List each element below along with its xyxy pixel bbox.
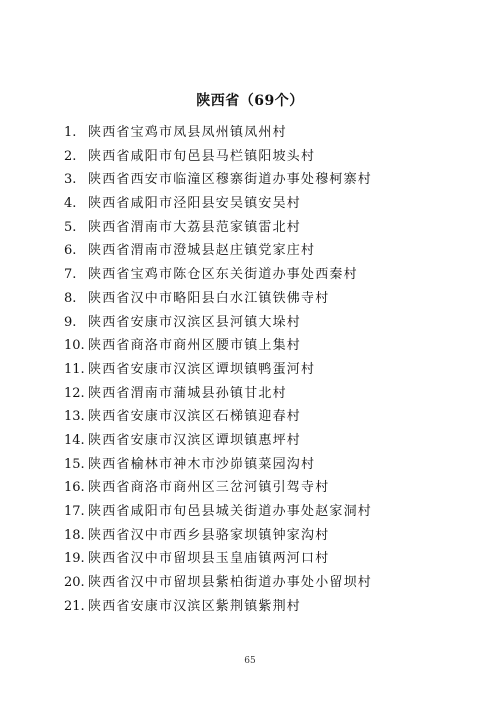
list-item — [64, 334, 372, 358]
list-item-number: 12. — [64, 385, 85, 401]
list-item — [64, 168, 372, 192]
list-item — [64, 500, 372, 524]
list-item-number: 5. — [64, 219, 77, 235]
village-list — [64, 121, 372, 618]
page-title: 陕西省（69个） — [196, 93, 304, 109]
list-item-number: 18. — [64, 527, 85, 543]
list-item-text: 陕西省宝鸡市凤县凤州镇凤州村 — [88, 125, 287, 140]
list-item — [64, 311, 372, 335]
list-item-text: 陕西省宝鸡市陈仓区东关街道办事处西秦村 — [88, 267, 358, 283]
list-item-text: 陕西省安康市汉滨区县河镇大垛村 — [88, 314, 302, 330]
list-item — [64, 595, 372, 619]
list-item-text: 陕西省商洛市商州区腰市镇上集村 — [88, 338, 302, 354]
list-item — [64, 571, 372, 595]
list-item-text: 陕西省商洛市商州区三岔河镇引驾寺村 — [88, 480, 330, 496]
list-item-number: 4. — [64, 196, 77, 212]
list-item — [64, 405, 372, 429]
page-number: 65 — [244, 656, 256, 666]
list-item-text: 陕西省汉中市留坝县玉皇庙镇两河口村 — [88, 551, 330, 567]
list-item-text: 陕西省渭南市蒲城县孙镇甘北村 — [88, 385, 287, 401]
list-item — [64, 145, 372, 169]
list-item — [64, 287, 372, 311]
list-item-number: 21. — [64, 598, 85, 614]
list-item-number: 14. — [64, 432, 85, 448]
list-item-number: 1. — [64, 125, 77, 140]
list-item-number: 8. — [64, 290, 77, 306]
list-item-number: 3. — [64, 172, 77, 188]
list-item — [64, 547, 372, 571]
list-item-number: 17. — [64, 504, 85, 519]
list-item — [64, 524, 372, 548]
list-item — [64, 239, 372, 263]
list-item-text: 陕西省汉中市留坝县紫柏街道办事处小留坝村 — [88, 575, 373, 591]
list-item-text: 陕西省渭南市大荔县范家镇雷北村 — [88, 219, 302, 235]
list-item-text: 陕西省榆林市神木市沙峁镇菜园沟村 — [88, 456, 316, 472]
list-item — [64, 263, 372, 287]
list-item-number: 6. — [64, 243, 77, 259]
list-item-number: 9. — [64, 314, 77, 330]
list-item-text: 陕西省西安市临潼区穆寨街道办事处穆柯寨村 — [88, 172, 373, 188]
list-item — [64, 358, 372, 382]
list-item-text: 陕西省咸阳市泾阳县安吴镇安吴村 — [88, 196, 302, 212]
list-item — [64, 216, 372, 240]
list-item-number: 10. — [64, 338, 85, 354]
list-item-number: 7. — [64, 267, 77, 283]
list-item-text: 陕西省渭南市澄城县赵庄镇党家庄村 — [88, 243, 316, 259]
list-item-number: 16. — [64, 480, 85, 496]
list-item-text: 陕西省安康市汉滨区紫荆镇紫荆村 — [88, 598, 302, 614]
list-item-text: 陕西省安康市汉滨区石梯镇迎春村 — [88, 409, 302, 425]
list-item-text: 陕西省汉中市略阳县白水江镇铁佛寺村 — [88, 290, 330, 306]
list-item — [64, 453, 372, 477]
list-item-text: 陕西省安康市汉滨区谭坝镇鸭蛋河村 — [88, 361, 316, 377]
list-item-text: 陕西省咸阳市旬邑县马栏镇阳坡头村 — [88, 148, 316, 164]
list-item-number: 13. — [64, 409, 85, 425]
list-item-text: 陕西省安康市汉滨区谭坝镇惠坪村 — [88, 432, 302, 448]
list-item-number: 20. — [64, 575, 85, 591]
list-item — [64, 192, 372, 216]
list-item-number: 19. — [64, 551, 85, 567]
list-item — [64, 382, 372, 406]
list-item-number: 11. — [64, 361, 85, 377]
list-item-number: 15. — [64, 456, 85, 472]
list-item — [64, 429, 372, 453]
list-item — [64, 476, 372, 500]
list-item-text: 陕西省汉中市西乡县骆家坝镇钟家沟村 — [88, 527, 330, 543]
list-item-text: 陕西省咸阳市旬邑县城关街道办事处赵家洞村 — [88, 504, 373, 519]
list-item-number: 2. — [64, 148, 77, 164]
list-item — [64, 121, 372, 145]
